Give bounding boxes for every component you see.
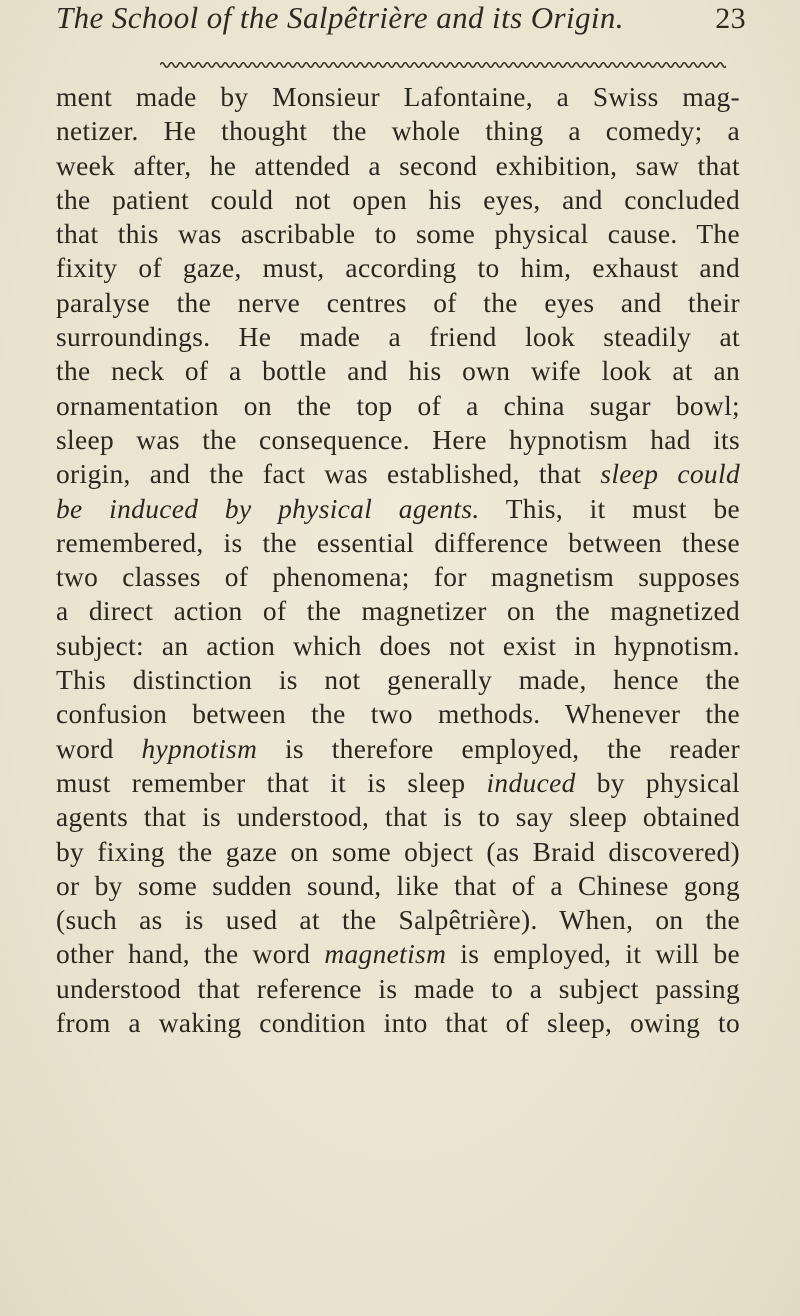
italic-phrase: sleep could: [600, 459, 740, 490]
text-run: the patient could not open his eyes, and concluded: [56, 184, 740, 215]
text-run: sleep was the consequence. Here hypnotism had its: [56, 424, 740, 455]
text-run: by fixing the gaze on some object (as Braid discovered): [56, 836, 740, 867]
text-run: confusion between the two methods. Whenever the: [56, 699, 740, 730]
text-line: [56, 149, 740, 183]
text-line: [56, 835, 740, 869]
text-run: ornamentation on the top of a china sugar bowl;: [56, 390, 740, 421]
text-line: [56, 937, 740, 971]
text-line: [56, 389, 740, 423]
text-line: [56, 114, 740, 148]
text-run: paralyse the nerve centres of the eyes and their: [56, 287, 740, 318]
text-line: [56, 594, 740, 628]
text-line: [56, 1006, 740, 1040]
text-line: [56, 869, 740, 903]
text-line: [56, 80, 740, 114]
text-run: surroundings. He made a friend look steadily at: [56, 322, 740, 353]
wavy-rule-ornament-icon: [160, 58, 726, 72]
text-run: This distinction is not generally made, hence the: [56, 665, 740, 696]
italic-phrase: magnetism: [324, 939, 447, 970]
body-text: [56, 80, 740, 1040]
text-line: [56, 800, 740, 834]
text-line: [56, 766, 740, 800]
running-head: [56, 0, 746, 40]
text-run: agents that is understood, that is to say sleep obtained: [56, 802, 740, 833]
text-line: [56, 492, 740, 526]
text-run: from a waking condition into that of sleep, owing to: [56, 1008, 740, 1039]
text-line: [56, 697, 740, 731]
text-run: netizer. He thought the whole thing a comedy; a: [56, 116, 740, 147]
text-line: [56, 423, 740, 457]
italic-phrase: be induced by physical agents.: [56, 493, 480, 524]
text-run: is employed, it will be: [446, 939, 741, 970]
text-line: [56, 354, 740, 388]
running-title: The School of the Salpêtrière and its Origin.: [56, 0, 624, 35]
text-run: the neck of a bottle and his own wife look at an: [56, 356, 740, 387]
text-run: or by some sudden sound, like that of a Chinese gong: [56, 870, 740, 901]
text-run: a direct action of the magnetizer on the magnetized: [56, 596, 740, 627]
text-run: remembered, is the essential difference between these: [56, 527, 740, 558]
text-run: two classes of phenomena; for magnetism supposes: [56, 562, 740, 593]
text-run: other hand, the word: [56, 939, 325, 970]
page-number: 23: [715, 2, 746, 35]
text-line: [56, 320, 740, 354]
italic-phrase: induced: [486, 767, 576, 798]
text-run: origin, and the fact was established, that: [56, 459, 601, 490]
text-run: (such as is used at the Salpêtrière). When, on the: [56, 905, 740, 936]
text-run: subject: an action which does not exist in hypnotism.: [56, 630, 740, 661]
text-run: ment made by Monsieur Lafontaine, a Swiss mag-: [56, 82, 740, 112]
text-run: by physical: [575, 767, 740, 798]
text-line: [56, 629, 740, 663]
text-line: [56, 217, 740, 251]
text-run: is therefore employed, the reader: [257, 733, 740, 764]
text-run: that this was ascribable to some physical cause. The: [56, 219, 740, 250]
text-run: This, it must be: [479, 493, 740, 524]
text-line: [56, 903, 740, 937]
text-line: [56, 972, 740, 1006]
text-run: fixity of gaze, must, according to him, exhaust and: [56, 253, 740, 284]
italic-phrase: hypnotism: [141, 733, 258, 764]
text-line: [56, 560, 740, 594]
text-line: [56, 286, 740, 320]
text-line: [56, 251, 740, 285]
text-run: word: [56, 733, 142, 764]
text-run: understood that reference is made to a subject passing: [56, 973, 740, 1004]
text-run: must remember that it is sleep: [56, 767, 487, 798]
text-line: [56, 732, 740, 766]
text-run: week after, he attended a second exhibition, saw that: [56, 150, 740, 181]
text-line: [56, 457, 740, 491]
text-line: [56, 663, 740, 697]
text-line: [56, 526, 740, 560]
text-line: [56, 183, 740, 217]
